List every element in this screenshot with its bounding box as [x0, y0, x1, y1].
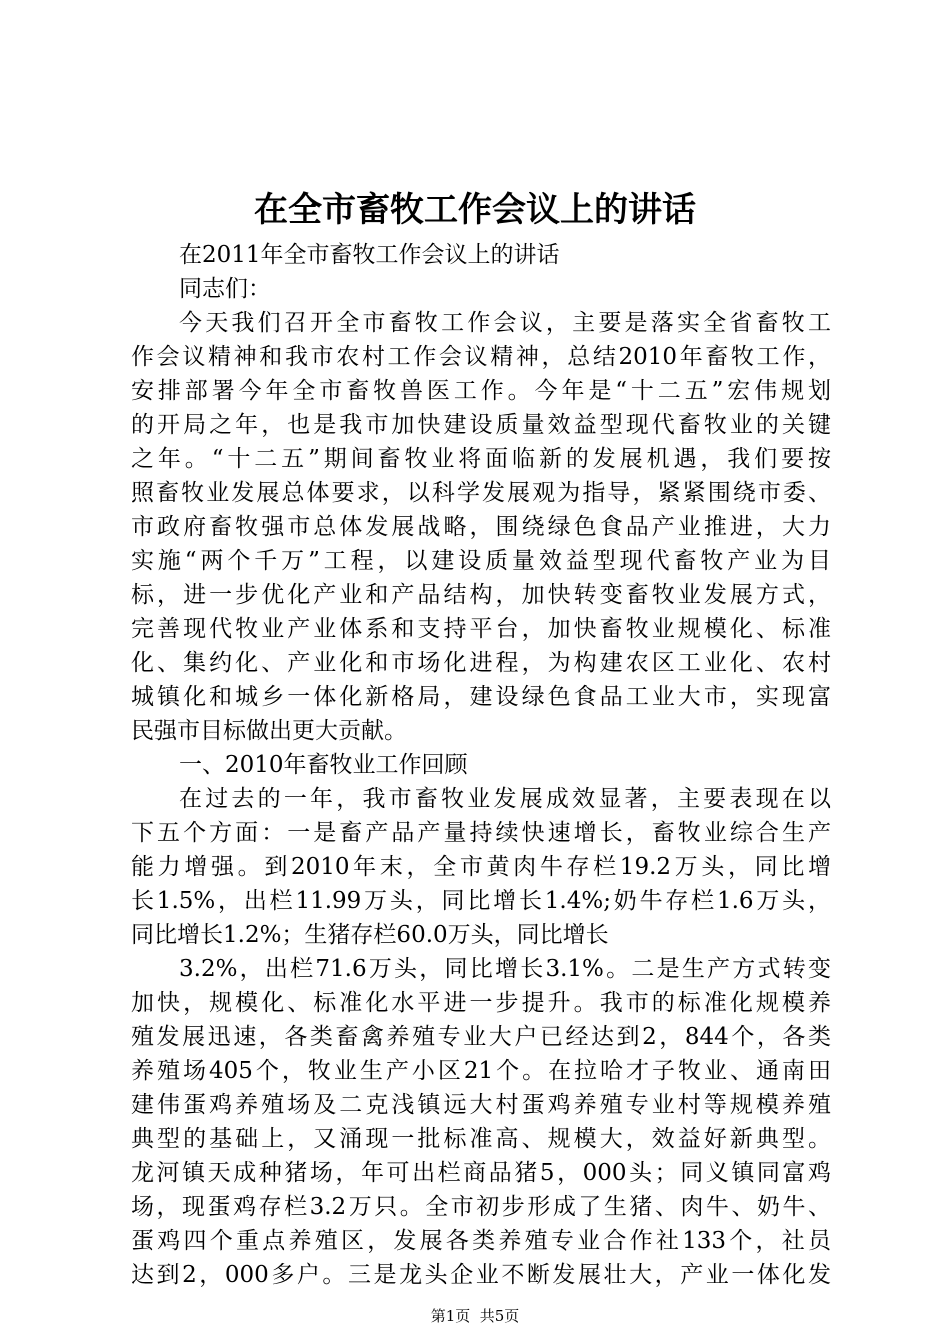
paragraph-line: 蛋鸡四个重点养殖区，发展各类养殖专业合作社133个，社员: [131, 1228, 831, 1254]
paragraph-line: 殖发展迅速，各类畜禽养殖专业大户已经达到2，844个，各类: [131, 1024, 831, 1050]
paragraph-line: 作会议精神和我市农村工作会议精神，总结2010年畜牧工作，: [131, 344, 831, 370]
paragraph-line: 照畜牧业发展总体要求，以科学发展观为指导，紧紧围绕市委、: [131, 480, 831, 506]
salutation-line: 同志们：: [179, 276, 271, 302]
paragraph-line: 市政府畜牧强市总体发展战略，围绕绿色食品产业推进，大力: [131, 514, 831, 540]
paragraph-line: 3.2%，出栏71.6万头，同比增长3.1%。二是生产方式转变: [179, 956, 831, 982]
paragraph-line: 之年。“十二五”期间畜牧业将面临新的发展机遇，我们要按: [131, 446, 831, 472]
paragraph-line: 龙河镇天成种猪场，年可出栏商品猪5，000头；同义镇同富鸡: [131, 1160, 831, 1186]
paragraph-line: 标，进一步优化产业和产品结构，加快转变畜牧业发展方式，: [131, 582, 831, 608]
document-title: 在全市畜牧工作会议上的讲话: [254, 190, 696, 230]
paragraph-line: 城镇化和城乡一体化新格局，建设绿色食品工业大市，实现富: [131, 684, 831, 710]
paragraph-line: 能力增强。到2010年末，全市黄肉牛存栏19.2万头，同比增: [131, 854, 831, 880]
paragraph-line: 加快，规模化、标准化水平进一步提升。我市的标准化规模养: [131, 990, 831, 1016]
paragraph-line: 下五个方面：一是畜产品产量持续快速增长，畜牧业综合生产: [131, 820, 831, 846]
paragraph-line: 的开局之年，也是我市加快建设质量效益型现代畜牧业的关键: [131, 412, 831, 438]
paragraph-line: 化、集约化、产业化和市场化进程，为构建农区工业化、农村: [131, 650, 831, 676]
paragraph-line: 长1.5%，出栏11.99万头，同比增长1.4%;奶牛存栏1.6万头，: [131, 888, 831, 914]
paragraph-line: 养殖场405个，牧业生产小区21个。在拉哈才子牧业、通南田: [131, 1058, 831, 1084]
paragraph-line: 场，现蛋鸡存栏3.2万只。全市初步形成了生猪、肉牛、奶牛、: [131, 1194, 831, 1220]
paragraph-line: 民强市目标做出更大贡献。: [131, 718, 407, 744]
paragraph-line: 在过去的一年，我市畜牧业发展成效显著，主要表现在以: [179, 786, 831, 812]
section-heading: 一、2010年畜牧业工作回顾: [179, 752, 468, 778]
paragraph-line: 今天我们召开全市畜牧工作会议，主要是落实全省畜牧工: [179, 310, 831, 336]
page-number-footer: 第1页 共5页: [430, 1307, 520, 1325]
paragraph-line: 同比增长1.2%；生猪存栏60.0万头，同比增长: [131, 922, 609, 948]
paragraph-line: 建伟蛋鸡养殖场及二克浅镇远大村蛋鸡养殖专业村等规模养殖: [131, 1092, 831, 1118]
paragraph-line: 安排部署今年全市畜牧兽医工作。今年是“十二五”宏伟规划: [131, 378, 831, 404]
subtitle-line: 在2011年全市畜牧工作会议上的讲话: [179, 242, 560, 268]
paragraph-line: 完善现代牧业产业体系和支持平台，加快畜牧业规模化、标准: [131, 616, 831, 642]
paragraph-line: 实施“两个千万”工程，以建设质量效益型现代畜牧产业为目: [131, 548, 831, 574]
paragraph-line: 达到2，000多户。三是龙头企业不断发展壮大，产业一体化发: [131, 1262, 831, 1288]
paragraph-line: 典型的基础上，又涌现一批标准高、规模大，效益好新典型。: [131, 1126, 831, 1152]
